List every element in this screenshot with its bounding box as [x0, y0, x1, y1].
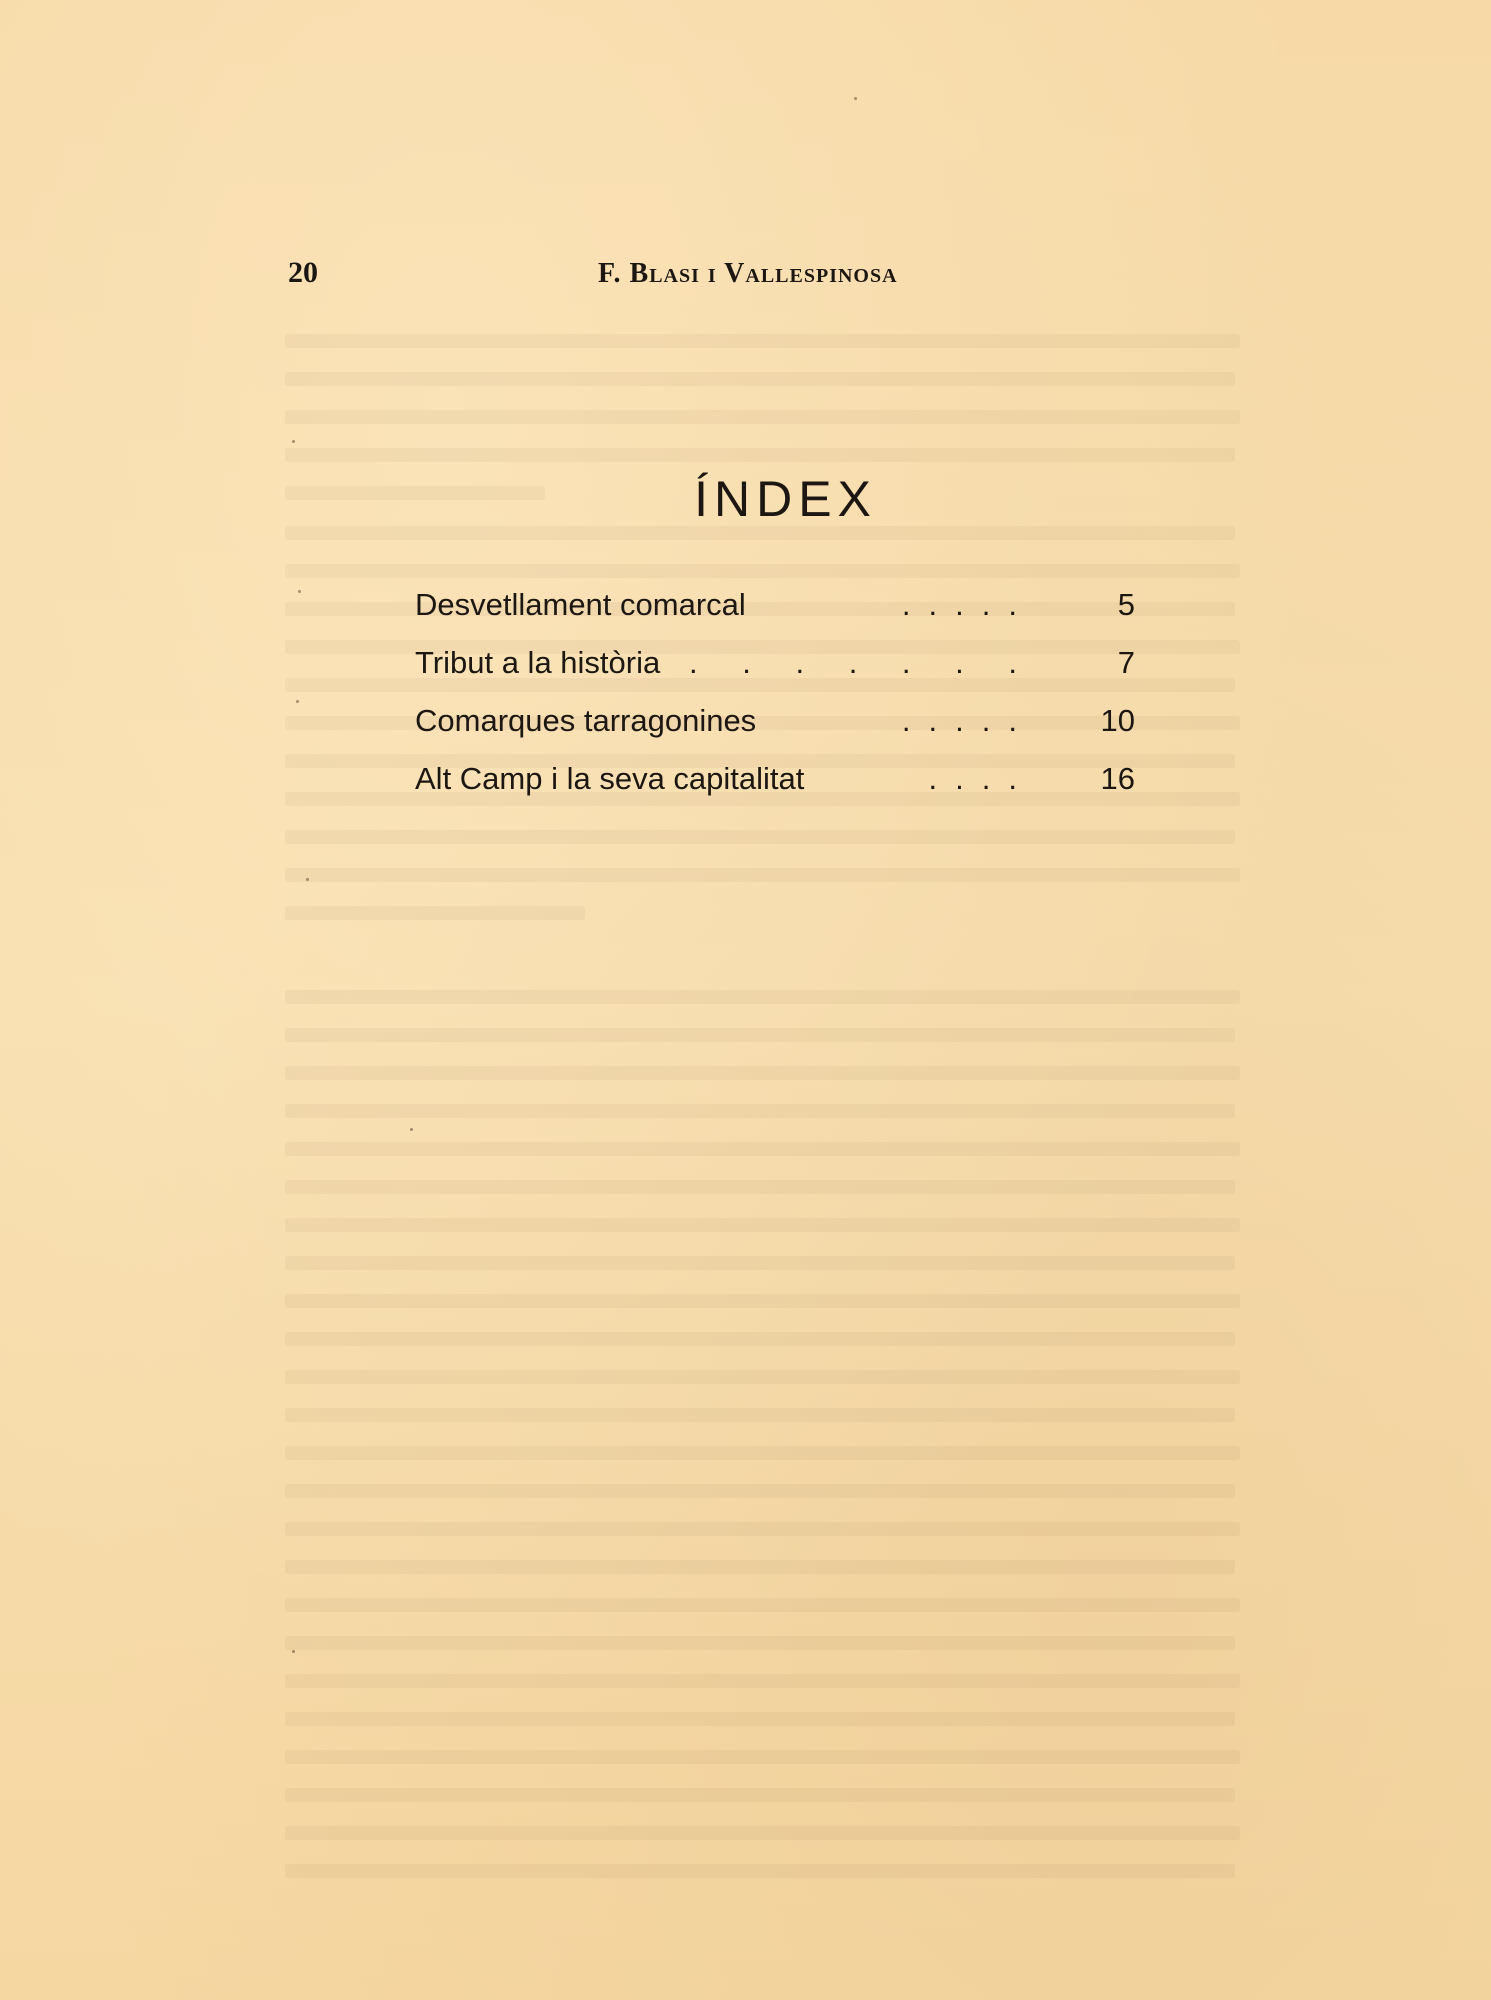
bleed-through-line	[285, 1560, 1235, 1574]
bleed-through-line	[285, 906, 585, 920]
dust-speck	[306, 878, 309, 881]
bleed-through-line	[285, 990, 1240, 1004]
bleed-through-line	[285, 564, 1240, 578]
dust-speck	[292, 1650, 295, 1653]
bleed-through-line	[285, 1370, 1240, 1384]
index-entry-title: Comarques tarragonines	[415, 703, 757, 738]
bleed-through-line	[285, 410, 1240, 424]
bleed-through-line	[285, 1408, 1235, 1422]
bleed-through-line	[285, 830, 1235, 844]
bleed-through-line	[285, 372, 1235, 386]
bleed-through-line	[285, 1864, 1235, 1878]
dot-leader: .....	[901, 703, 1035, 738]
bleed-through-line	[285, 1294, 1240, 1308]
index-list	[415, 587, 1135, 819]
bleed-through-line	[285, 1256, 1235, 1270]
bleed-through-line	[285, 1218, 1240, 1232]
bleed-through-line	[285, 1826, 1240, 1840]
index-entry	[415, 645, 1135, 703]
bleed-through-line	[285, 1180, 1235, 1194]
bleed-through-line	[285, 1522, 1240, 1536]
dot-leader: . . . . . . .	[689, 645, 1035, 680]
index-entry-title: Desvetllament comarcal	[415, 587, 746, 622]
index-entry	[415, 703, 1135, 761]
bleed-through-line	[285, 1066, 1240, 1080]
bleed-through-line	[285, 1788, 1235, 1802]
index-entry	[415, 587, 1135, 645]
bleed-through-line	[285, 868, 1240, 882]
dust-speck	[854, 97, 857, 100]
bleed-through-line	[285, 448, 1235, 462]
bleed-through-line	[285, 1104, 1235, 1118]
bleed-through-line	[285, 1028, 1235, 1042]
dust-speck	[298, 590, 301, 593]
index-title: ÍNDEX	[694, 471, 877, 527]
index-entry-page: 16	[1100, 761, 1135, 796]
page-number: 20	[288, 256, 318, 289]
running-header-author: F. Blasi i Vallespinosa	[598, 258, 898, 289]
bleed-through-line	[285, 334, 1240, 348]
dot-leader: .....	[901, 587, 1035, 622]
bleed-through-line	[285, 1750, 1240, 1764]
index-entry-title: Tribut a la història	[415, 645, 661, 680]
dust-speck	[410, 1128, 413, 1131]
index-entry	[415, 761, 1135, 819]
bleed-through-line	[285, 1674, 1240, 1688]
bleed-through-line	[285, 1142, 1240, 1156]
dot-leader: ....	[928, 761, 1035, 796]
bleed-through-line	[285, 1332, 1235, 1346]
dust-speck	[296, 700, 299, 703]
bleed-through-line	[285, 1446, 1240, 1460]
index-entry-page: 7	[1117, 645, 1135, 680]
index-entry-page: 10	[1100, 703, 1135, 738]
index-entry-page: 5	[1117, 587, 1135, 622]
index-entry-title: Alt Camp i la seva capitalitat	[415, 761, 805, 796]
bleed-through-line	[285, 1712, 1235, 1726]
bleed-through-line	[285, 1636, 1235, 1650]
dust-speck	[292, 440, 295, 443]
bleed-through-line	[285, 526, 1235, 540]
bleed-through-line	[285, 1598, 1240, 1612]
bleed-through-line	[285, 1484, 1235, 1498]
